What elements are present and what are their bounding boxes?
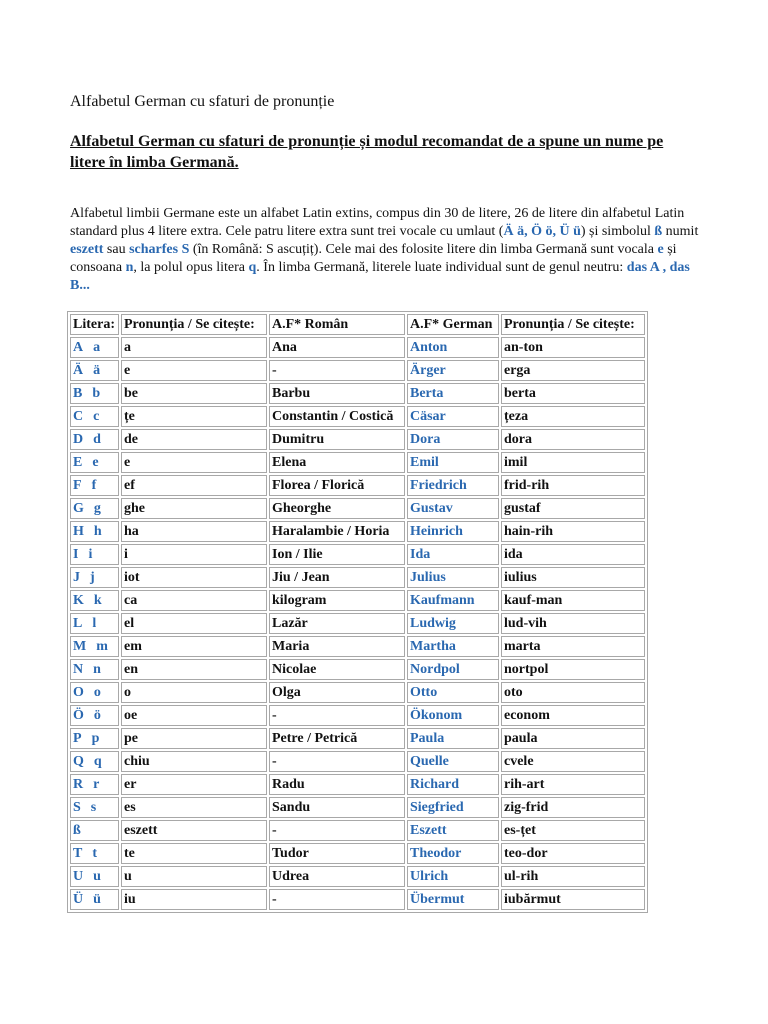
ro-name-cell: Sandu: [269, 797, 405, 818]
ro-name-cell: Nicolae: [269, 659, 405, 680]
de-pronunciation-cell: erga: [501, 360, 645, 381]
letter-cell: [70, 613, 119, 634]
letter-upper: M: [73, 638, 87, 654]
de-name-cell: Theodor: [407, 843, 499, 864]
letter-cell: [70, 360, 119, 381]
letter-cell: [70, 498, 119, 519]
ro-pronunciation-cell: ghe: [121, 498, 267, 519]
de-name-cell: Eszett: [407, 820, 499, 841]
letter-lower: s: [90, 799, 97, 815]
letter-lower: f: [91, 477, 97, 493]
de-pronunciation-cell: iubărmut: [501, 889, 645, 910]
header-de-pronunciation: Pronunția / Se citește:: [501, 314, 645, 335]
letter-upper: L: [73, 615, 83, 631]
ro-name-cell: Gheorghe: [269, 498, 405, 519]
ro-name-cell: Dumitru: [269, 429, 405, 450]
table-row: [70, 636, 645, 657]
alphabet-table: [67, 311, 648, 913]
letter-lower: m: [96, 638, 108, 654]
letter-cell: [70, 567, 119, 588]
ro-pronunciation-cell: em: [121, 636, 267, 657]
ro-pronunciation-cell: el: [121, 613, 267, 634]
de-name-cell: Quelle: [407, 751, 499, 772]
letter-lower: t: [92, 845, 98, 861]
header-de-name: A.F* German: [407, 314, 499, 335]
letter-upper: Q: [73, 753, 84, 769]
table-row: [70, 774, 645, 795]
ro-pronunciation-cell: ef: [121, 475, 267, 496]
intro-text: . În limba Germană, literele luate individual sunt de genul neutru:: [256, 260, 627, 275]
table-row: [70, 544, 645, 565]
de-pronunciation-cell: nortpol: [501, 659, 645, 680]
table-row: [70, 590, 645, 611]
letter-cell: [70, 475, 119, 496]
table-row: [70, 728, 645, 749]
de-name-cell: Ida: [407, 544, 499, 565]
letter-lower: g: [93, 500, 101, 516]
de-name-cell: Gustav: [407, 498, 499, 519]
consonant-n: n: [125, 260, 134, 275]
letter-lower: ä: [93, 362, 101, 378]
letter-upper: F: [73, 477, 82, 493]
ro-pronunciation-cell: ca: [121, 590, 267, 611]
ro-name-cell: -: [269, 889, 405, 910]
table-row: [70, 383, 645, 404]
letter-cell: [70, 636, 119, 657]
letter-cell: [70, 682, 119, 703]
de-pronunciation-cell: hain-rih: [501, 521, 645, 542]
de-name-cell: Anton: [407, 337, 499, 358]
header-ro-pronunciation: Pronunția / Se citește:: [121, 314, 267, 335]
ro-name-cell: Ana: [269, 337, 405, 358]
table-row: [70, 751, 645, 772]
de-pronunciation-cell: rih-art: [501, 774, 645, 795]
letter-lower: o: [93, 684, 101, 700]
de-pronunciation-cell: berta: [501, 383, 645, 404]
letter-upper: T: [73, 845, 83, 861]
letter-cell: [70, 590, 119, 611]
letter-cell: [70, 337, 119, 358]
ro-pronunciation-cell: ha: [121, 521, 267, 542]
vowel-e: e: [657, 242, 664, 257]
de-pronunciation-cell: cvele: [501, 751, 645, 772]
ro-pronunciation-cell: u: [121, 866, 267, 887]
de-pronunciation-cell: gustaf: [501, 498, 645, 519]
intro-text: numit: [662, 224, 699, 239]
de-pronunciation-cell: econom: [501, 705, 645, 726]
de-pronunciation-cell: ida: [501, 544, 645, 565]
de-name-cell: Ökonom: [407, 705, 499, 726]
letter-cell: [70, 866, 119, 887]
ro-pronunciation-cell: țe: [121, 406, 267, 427]
table-row: [70, 337, 645, 358]
letter-upper: K: [73, 592, 84, 608]
table-row: [70, 498, 645, 519]
ro-name-cell: Tudor: [269, 843, 405, 864]
letter-lower: r: [93, 776, 100, 792]
letter-cell: [70, 429, 119, 450]
de-name-cell: Nordpol: [407, 659, 499, 680]
letter-lower: n: [93, 661, 101, 677]
ro-pronunciation-cell: be: [121, 383, 267, 404]
de-pronunciation-cell: es-țet: [501, 820, 645, 841]
letter-cell: [70, 774, 119, 795]
table-row: [70, 360, 645, 381]
ro-name-cell: Olga: [269, 682, 405, 703]
letter-upper: D: [73, 431, 84, 447]
ro-name-cell: Florea / Florică: [269, 475, 405, 496]
das-example: das A , das B...: [70, 260, 690, 293]
de-pronunciation-cell: teo-dor: [501, 843, 645, 864]
de-name-cell: Martha: [407, 636, 499, 657]
page-subtitle: Alfabetul German cu sfaturi de pronunție și modul recomandat de a spune un nume pe litere în limba Germană.: [70, 133, 664, 171]
ro-pronunciation-cell: chiu: [121, 751, 267, 772]
de-name-cell: Julius: [407, 567, 499, 588]
scharfes-word: scharfes S: [129, 242, 190, 257]
de-name-cell: Ulrich: [407, 866, 499, 887]
table-row: [70, 797, 645, 818]
ro-name-cell: -: [269, 705, 405, 726]
de-name-cell: Otto: [407, 682, 499, 703]
letter-lower: ü: [93, 891, 101, 907]
de-name-cell: Emil: [407, 452, 499, 473]
de-pronunciation-cell: frid-rih: [501, 475, 645, 496]
letter-upper: ß: [73, 822, 81, 838]
de-pronunciation-cell: oto: [501, 682, 645, 703]
letter-cell: [70, 544, 119, 565]
table-row: [70, 406, 645, 427]
ro-pronunciation-cell: e: [121, 360, 267, 381]
ro-name-cell: Udrea: [269, 866, 405, 887]
ro-name-cell: Constantin / Costică: [269, 406, 405, 427]
ro-name-cell: Elena: [269, 452, 405, 473]
letter-cell: [70, 843, 119, 864]
letter-lower: q: [93, 753, 102, 769]
letter-lower: i: [88, 546, 93, 562]
header-letter: Litera:: [70, 314, 119, 335]
ro-name-cell: Maria: [269, 636, 405, 657]
ro-pronunciation-cell: eszett: [121, 820, 267, 841]
ro-pronunciation-cell: de: [121, 429, 267, 450]
letter-lower: h: [93, 523, 102, 539]
de-pronunciation-cell: țeza: [501, 406, 645, 427]
table-row: [70, 659, 645, 680]
ro-name-cell: -: [269, 751, 405, 772]
letter-cell: [70, 521, 119, 542]
ro-pronunciation-cell: es: [121, 797, 267, 818]
de-name-cell: Ärger: [407, 360, 499, 381]
letter-upper: I: [73, 546, 79, 562]
intro-text: și consoana: [70, 242, 677, 275]
header-ro-name: A.F* Român: [269, 314, 405, 335]
ro-name-cell: Haralambie / Horia: [269, 521, 405, 542]
letter-cell: [70, 820, 119, 841]
letter-upper: Ä: [73, 362, 84, 378]
letter-lower: c: [93, 408, 100, 424]
letter-lower: k: [93, 592, 102, 608]
de-pronunciation-cell: dora: [501, 429, 645, 450]
letter-q: q: [248, 260, 257, 275]
letter-cell: [70, 797, 119, 818]
letter-cell: [70, 383, 119, 404]
table-row: [70, 866, 645, 887]
de-name-cell: Kaufmann: [407, 590, 499, 611]
de-pronunciation-cell: ul-rih: [501, 866, 645, 887]
de-name-cell: Siegfried: [407, 797, 499, 818]
letter-lower: p: [91, 730, 100, 746]
ro-pronunciation-cell: a: [121, 337, 267, 358]
letter-cell: [70, 751, 119, 772]
letter-upper: G: [73, 500, 84, 516]
letter-upper: N: [73, 661, 84, 677]
table-row: [70, 820, 645, 841]
letter-upper: U: [73, 868, 84, 884]
de-pronunciation-cell: iulius: [501, 567, 645, 588]
letter-upper: J: [73, 569, 80, 585]
letter-cell: [70, 406, 119, 427]
letter-lower: ö: [93, 707, 101, 723]
ro-pronunciation-cell: er: [121, 774, 267, 795]
letter-upper: S: [73, 799, 81, 815]
letter-cell: [70, 889, 119, 910]
intro-text: , la polul opus litera: [133, 260, 249, 275]
de-pronunciation-cell: an-ton: [501, 337, 645, 358]
ro-pronunciation-cell: en: [121, 659, 267, 680]
ro-pronunciation-cell: iot: [121, 567, 267, 588]
ro-pronunciation-cell: o: [121, 682, 267, 703]
letter-lower: d: [93, 431, 101, 447]
page-title: Alfabetul German cu sfaturi de pronunție: [70, 93, 335, 110]
letter-upper: E: [73, 454, 83, 470]
de-pronunciation-cell: paula: [501, 728, 645, 749]
de-name-cell: Heinrich: [407, 521, 499, 542]
letter-cell: [70, 705, 119, 726]
letter-upper: B: [73, 385, 83, 401]
table-row: [70, 705, 645, 726]
table-row: [70, 889, 645, 910]
table-row: [70, 567, 645, 588]
de-pronunciation-cell: imil: [501, 452, 645, 473]
table-row: [70, 475, 645, 496]
letter-lower: l: [92, 615, 97, 631]
letter-upper: H: [73, 523, 84, 539]
letter-cell: [70, 728, 119, 749]
letter-lower: u: [93, 868, 101, 884]
ro-name-cell: kilogram: [269, 590, 405, 611]
ro-name-cell: Radu: [269, 774, 405, 795]
table-row: [70, 613, 645, 634]
intro-paragraph: [70, 205, 710, 295]
de-pronunciation-cell: zig-frid: [501, 797, 645, 818]
ro-name-cell: Lazăr: [269, 613, 405, 634]
umlaut-letters: Ä ä, Ö ö, Ü ü: [503, 224, 581, 239]
table-row: [70, 452, 645, 473]
ro-pronunciation-cell: iu: [121, 889, 267, 910]
ro-name-cell: Jiu / Jean: [269, 567, 405, 588]
eszett-word: eszett: [70, 242, 104, 257]
de-name-cell: Dora: [407, 429, 499, 450]
eszett-symbol: ß: [654, 224, 663, 239]
ro-pronunciation-cell: oe: [121, 705, 267, 726]
de-name-cell: Paula: [407, 728, 499, 749]
de-pronunciation-cell: lud-vih: [501, 613, 645, 634]
de-name-cell: Übermut: [407, 889, 499, 910]
ro-name-cell: Barbu: [269, 383, 405, 404]
de-name-cell: Cäsar: [407, 406, 499, 427]
table-row: [70, 843, 645, 864]
ro-name-cell: Ion / Ilie: [269, 544, 405, 565]
de-name-cell: Richard: [407, 774, 499, 795]
table-row: [70, 429, 645, 450]
ro-name-cell: -: [269, 360, 405, 381]
letter-upper: Ü: [73, 891, 84, 907]
de-name-cell: Friedrich: [407, 475, 499, 496]
letter-upper: A: [73, 339, 84, 355]
intro-text: sau: [103, 242, 130, 257]
de-pronunciation-cell: kauf-man: [501, 590, 645, 611]
ro-name-cell: Petre / Petrică: [269, 728, 405, 749]
letter-lower: b: [92, 385, 101, 401]
de-pronunciation-cell: marta: [501, 636, 645, 657]
table-row: [70, 521, 645, 542]
letter-lower: a: [93, 339, 101, 355]
letter-lower: j: [90, 569, 95, 585]
letter-upper: Ö: [73, 707, 84, 723]
ro-pronunciation-cell: i: [121, 544, 267, 565]
intro-text: (în Română: S ascuțiț). Cele mai des folosite litere din limba Germană sunt vocala: [189, 242, 658, 257]
letter-upper: R: [73, 776, 84, 792]
intro-text: ) și simbolul: [580, 224, 655, 239]
intro-text: Alfabetul limbii Germane este un alfabet Latin extins, compus din 30 de litere, 26 de litere din alfabetul Latin standard plus 4 litere extra. Cele patru litere extra sunt trei vocale cu umlaut (: [70, 206, 685, 239]
letter-upper: C: [73, 408, 84, 424]
letter-upper: O: [73, 684, 84, 700]
de-name-cell: Ludwig: [407, 613, 499, 634]
de-name-cell: Berta: [407, 383, 499, 404]
table-row: [70, 682, 645, 703]
ro-pronunciation-cell: e: [121, 452, 267, 473]
letter-lower: e: [92, 454, 99, 470]
table-header-row: [70, 314, 645, 335]
letter-upper: P: [73, 730, 82, 746]
ro-name-cell: -: [269, 820, 405, 841]
ro-pronunciation-cell: te: [121, 843, 267, 864]
letter-cell: [70, 452, 119, 473]
ro-pronunciation-cell: pe: [121, 728, 267, 749]
letter-cell: [70, 659, 119, 680]
